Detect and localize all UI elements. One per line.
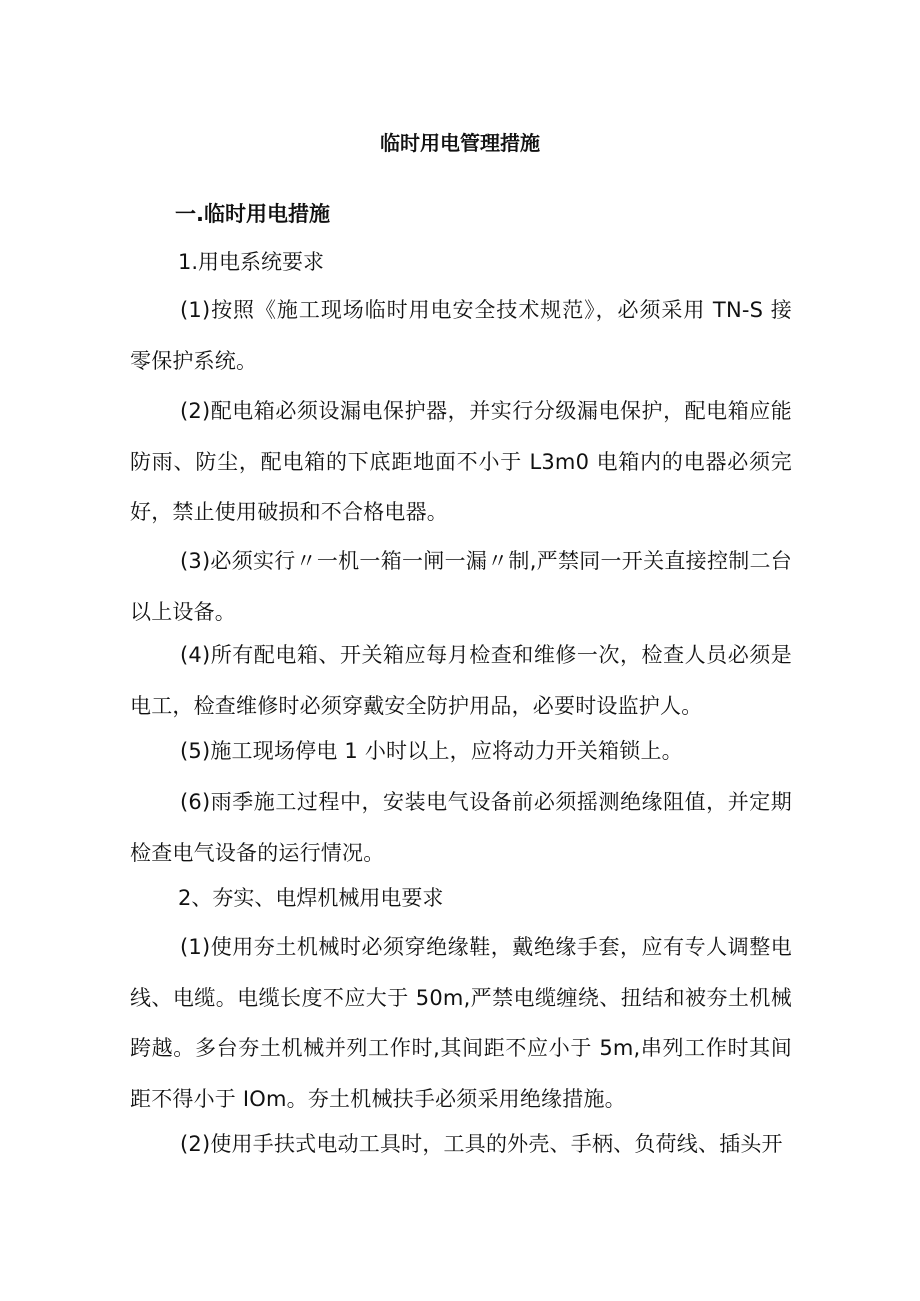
paragraph-7: (1)使用夯土机械时必须穿绝缘鞋，戴绝缘手套，应有专人调整电线、电缆。电缆长度不应大于 50m,严禁电缆缠绕、扭结和被夯土机械跨越。多台夯土机械并列工作时,其间距不应小于 5m,串列工作时其间距不得小于 IOm。夯土机械扶手必须采用绝缘措施。 — [130, 935, 792, 1111]
paragraph-1: (1)按照《施工现场临时用电安全技术规范》，必须采用 TN-S 接零保护系统。 — [130, 298, 792, 373]
paragraph-3: (3)必须实行〃一机一箱一闸一漏〃制,严禁同一开关直接控制二台以上设备。 — [130, 549, 792, 624]
subsection-heading-power-system: 1.用电系统要求 — [178, 250, 325, 274]
section-heading: 一.临时用电措施 — [175, 202, 330, 226]
subsection-heading-machinery: 2、夯实、电焊机械用电要求 — [178, 886, 444, 910]
paragraph-8: (2)使用手扶式电动工具时，工具的外壳、手柄、负荷线、插头开 — [180, 1132, 783, 1156]
paragraph-4: (4)所有配电箱、开关箱应每月检查和维修一次，检查人员必须是电工，检查维修时必须穿戴安全防护用品，必要时设监护人。 — [130, 643, 792, 718]
paragraph-2: (2)配电箱必须设漏电保护器，并实行分级漏电保护，配电箱应能防雨、防尘，配电箱的下底距地面不小于 L3m0 电箱内的电器必须完好，禁止使用破损和不合格电器。 — [130, 399, 792, 524]
paragraph-5: (5)施工现场停电 1 小时以上，应将动力开关箱锁上。 — [180, 739, 683, 763]
page-title: 临时用电管理措施 — [380, 131, 540, 155]
paragraph-6: (6)雨季施工过程中，安装电气设备前必须摇测绝缘阻值，并定期检查电气设备的运行情况。 — [130, 790, 792, 865]
